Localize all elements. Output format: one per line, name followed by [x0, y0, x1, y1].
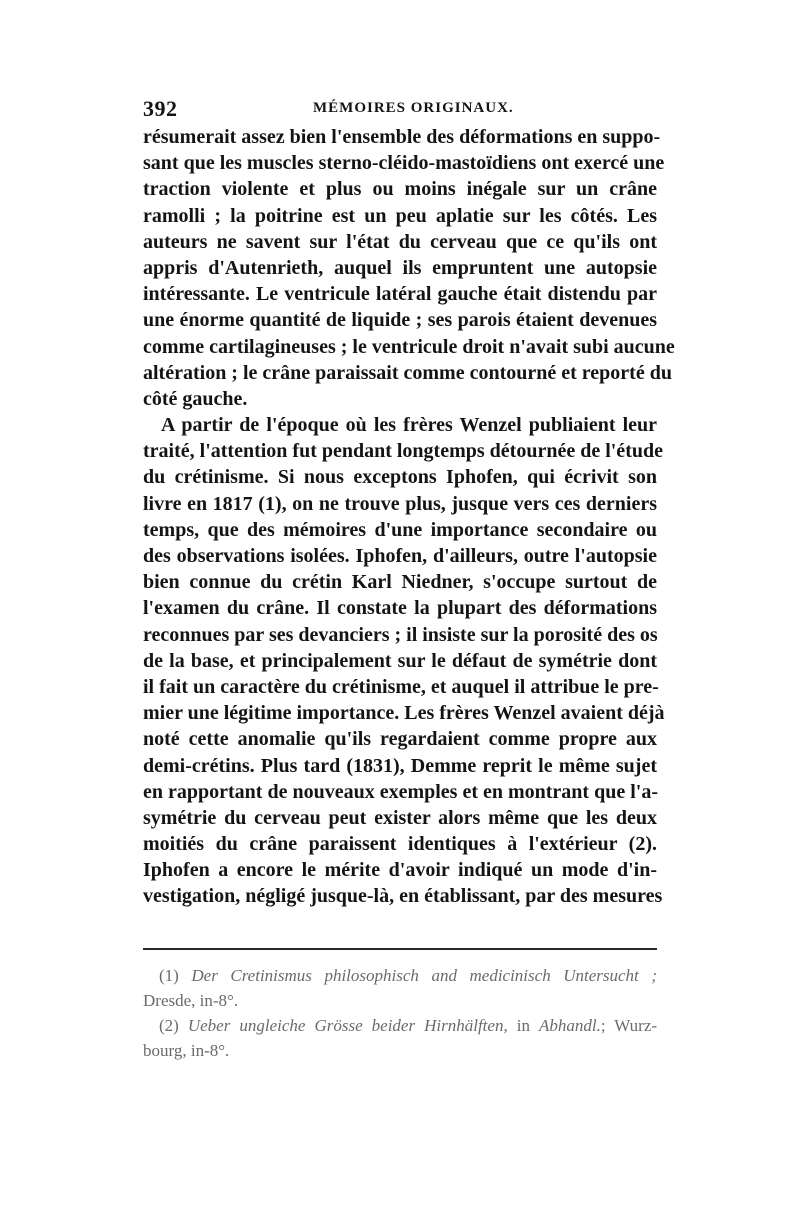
page-number: 392	[143, 96, 178, 121]
text-line: l'examen du crâne. Il constate la plupart des déformations	[143, 597, 657, 620]
footnote-journal: Abhandl.	[539, 1016, 601, 1035]
text-line: il fait un caractère du crétinisme, et auquel il attribue le pre-	[143, 675, 659, 698]
text-line: des observations isolées. Iphofen, d'ailleurs, outre l'autopsie	[143, 545, 657, 567]
body-text	[143, 124, 675, 910]
text-line: reconnues par ses devanciers ; il insiste sur la porosité des os	[143, 623, 658, 646]
text-line: ramolli ; la poitrine est un peu aplatie sur les côtés. Les	[143, 204, 657, 227]
text-line: mier une légitime importance. Les frères Wenzel avaient déjà	[143, 702, 665, 725]
running-title: MÉMOIRES ORIGINAUX.	[313, 100, 514, 116]
footnote-number: (1)	[159, 966, 179, 985]
text-line: sant que les muscles sterno-cléido-mastoïdiens ont exercé une	[143, 152, 665, 175]
text-line: A partir de l'époque où les frères Wenzel publiaient leur	[161, 414, 657, 437]
footnote-2	[143, 1013, 657, 1038]
text-line: auteurs ne savent sur l'état du cerveau que ce qu'ils ont	[143, 230, 657, 253]
text-line: symétrie du cerveau peut exister alors même que les deux	[143, 806, 657, 829]
text-line: côté gauche.	[143, 387, 248, 410]
text-line: moitiés du crâne paraissent identiques à l'extérieur (2).	[143, 833, 657, 856]
text-line: résumerait assez bien l'ensemble des déformations en suppo-	[143, 126, 661, 148]
text-line: appris d'Autenrieth, auquel ils empruntent une autopsie	[143, 256, 657, 279]
text-line: demi-crétins. Plus tard (1831), Demme reprit le même sujet	[143, 754, 657, 777]
footnote-1	[143, 963, 657, 988]
text-line: Iphofen a encore le mérite d'avoir indiqué un mode d'in-	[143, 859, 657, 882]
text-line: vestigation, négligé jusque-là, en établissant, par des mesures	[143, 885, 663, 908]
footnotes	[143, 963, 657, 1063]
footnote-2-continued: bourg, in-8°.	[143, 1041, 230, 1060]
running-head	[143, 96, 657, 122]
footnote-text: in	[516, 1016, 530, 1035]
text-line: en rapportant de nouveaux exemples et en montrant que l'a-	[143, 780, 658, 803]
text-line: livre en 1817 (1), on ne trouve plus, jusque vers ces derniers	[143, 492, 657, 515]
text-line: intéressante. Le ventricule latéral gauche était distendu par	[143, 283, 657, 306]
footnote-place: ; Wurz-	[600, 1016, 658, 1035]
text-line: comme cartilagineuses ; le ventricule droit n'avait subi aucune	[143, 335, 675, 358]
text-line: une énorme quantité de liquide ; ses parois étaient devenues	[143, 309, 657, 332]
text-line: traité, l'attention fut pendant longtemps détournée de l'étude	[143, 440, 663, 463]
text-line: bien connue du crétin Karl Niedner, s'occupe surtout de	[143, 571, 657, 594]
text-line: altération ; le crâne paraissait comme contourné et reporté du	[143, 361, 672, 384]
footnote-title: Der Cretinismus philosophisch and medicinisch Untersucht ;	[191, 966, 657, 985]
text-line: de la base, et principalement sur le défaut de symétrie dont	[143, 649, 657, 672]
footnote-rule	[143, 948, 657, 950]
text-line: du crétinisme. Si nous exceptons Iphofen, qui écrivit son	[143, 466, 657, 489]
footnote-number: (2)	[159, 1016, 179, 1035]
text-line: temps, que des mémoires d'une importance secondaire ou	[143, 518, 657, 541]
footnote-title: Ueber ungleiche Grösse beider Hirnhälften,	[187, 1016, 508, 1035]
text-line: noté cette anomalie qu'ils regardaient comme propre aux	[143, 728, 657, 751]
footnote-1-continued: Dresde, in-8°.	[143, 991, 239, 1010]
text-line: traction violente et plus ou moins inégale sur un crâne	[143, 178, 657, 201]
